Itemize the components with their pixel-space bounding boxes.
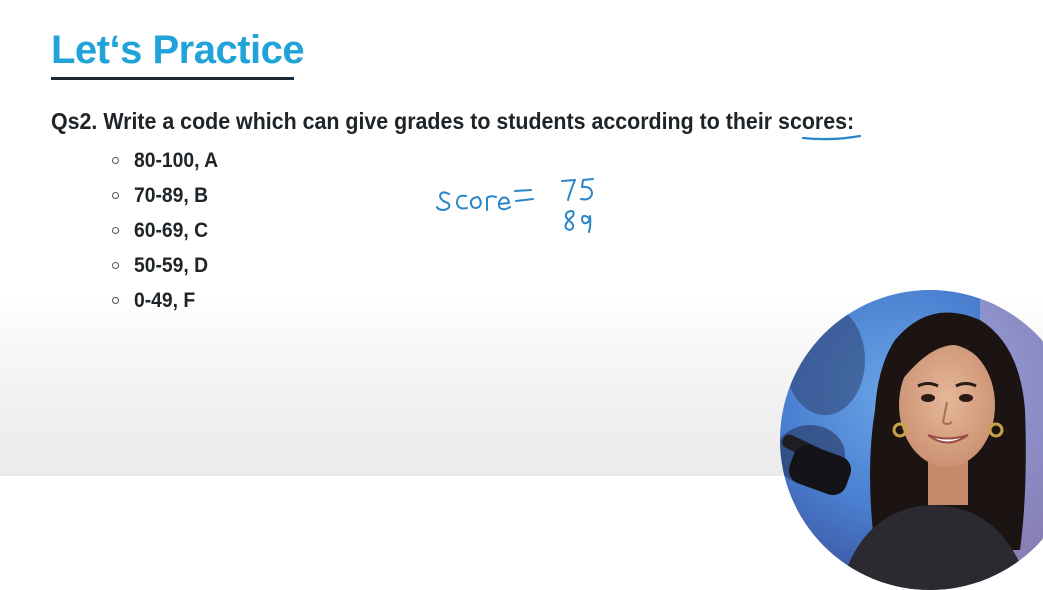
slide-title: Let‘s Practice xyxy=(51,28,305,72)
bullet-circle-icon xyxy=(112,297,119,304)
question-text xyxy=(51,108,854,135)
bullet-circle-icon xyxy=(112,262,119,269)
grade-label: 0-49, F xyxy=(134,288,196,312)
bullet-circle-icon xyxy=(112,157,119,164)
question-suffix: : xyxy=(847,108,855,134)
handwritten-score-line xyxy=(437,179,593,210)
grade-label: 60-69, C xyxy=(134,218,209,242)
keyword-underline-stroke xyxy=(803,136,860,139)
list-item xyxy=(112,213,225,248)
presenter-avatar-image xyxy=(780,290,1043,590)
question-keyword: scores xyxy=(778,108,848,134)
title-underline xyxy=(51,77,294,80)
list-item xyxy=(112,248,225,283)
grade-label: 80-100, A xyxy=(134,148,219,172)
handwritten-second-value xyxy=(566,211,591,232)
list-item xyxy=(112,178,225,213)
bullet-circle-icon xyxy=(112,227,119,234)
question-prefix: Qs2. Write a code which can give grades to students according to their xyxy=(51,108,779,134)
grade-label: 70-89, B xyxy=(134,183,209,207)
grade-list xyxy=(112,143,225,318)
bullet-circle-icon xyxy=(112,192,119,199)
grade-label: 50-59, D xyxy=(134,253,209,277)
list-item xyxy=(112,283,225,318)
presenter-webcam xyxy=(780,290,1043,590)
list-item xyxy=(112,143,225,178)
